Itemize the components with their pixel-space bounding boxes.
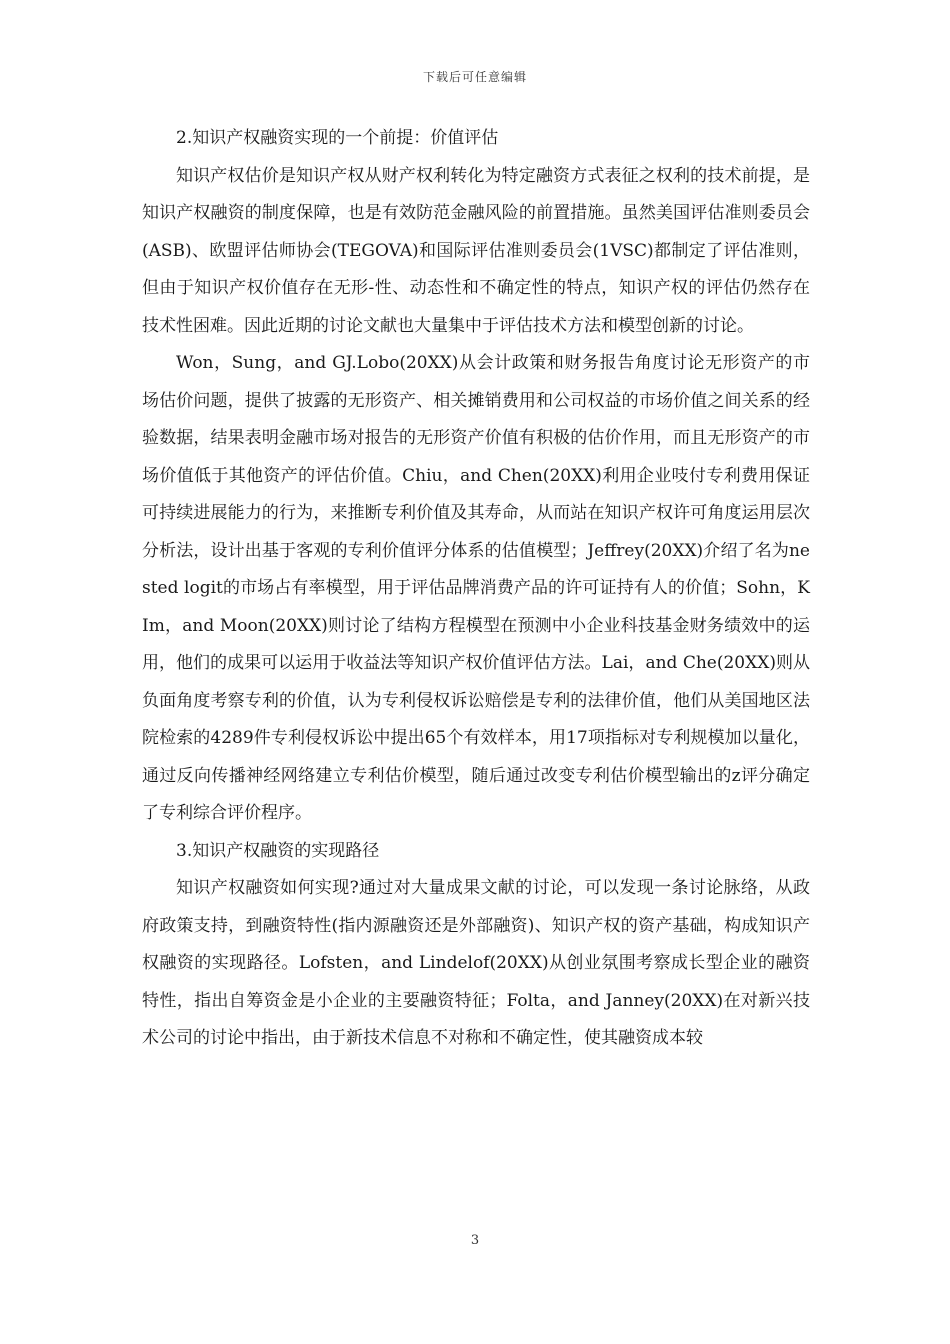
paragraph-valuation-literature: Won，Sung，and GJ.Lobo(20XX)从会计政策和财务报告角度讨论无形资产的市场估价问题，提供了披露的无形资产、相关摊销费用和公司权益的市场价值之间关系的经验数据，结果表明金融市场对报告的无形资产价值有积极的估价作用，而且无形资产的市场价值低于其他资产的评估价值。Chiu，and Chen(20XX)利用企业吱付专利费用保证可持续进展能力的行为，来推断专利价值及其寿命，从而站在知识产权许可角度运用层次分析法，设计出基于客观的专利价值评分体系的估值模型；Jeffrey(20XX)介绍了名为nested logit的市场占有率模型，用于评估品牌消费产品的许可证持有人的价值；Sohn，KIm，and Moon(20XX)则讨论了结构方程模型在预测中小企业科技基金财务绩效中的运用，他们的成果可以运用于收益法等知识产权价值评估方法。Lai，and Che(20XX)则从负面角度考察专利的价值，认为专利侵权诉讼赔偿是专利的法律价值，他们从美国地区法院检索的4289件专利侵权诉讼中提出65个有效样本，用17项指标对专利规模加以量化，通过反向传播神经网络建立专利估价模型，随后通过改变专利估价模型输出的z评分确定了专利综合评价程序。 (142, 353, 810, 823)
page-number: 3 (470, 1233, 480, 1248)
paragraph-valuation-intro: 知识产权估价是知识产权从财产权利转化为特定融资方式表征之权利的技术前提，是知识产权融资的制度保障，也是有效防范金融风险的前置措施。虽然美国评估准则委员会(ASB)、欧盟评估师协会(TEGOVA)和国际评估准则委员会(1VSC)都制定了评估准则，但由于知识产权价值存在无形-性、动态性和不确定性的特点，知识产权的评估仍然存在技术性困难。因此近期的讨论文献也大量集中于评估技术方法和模型创新的讨论。 (142, 165, 810, 336)
section-heading-valuation: 2.知识产权融资实现的一个前提：价值评估 (176, 128, 499, 148)
paragraph-path-intro: 知识产权融资如何实现?通过对大量成果文献的讨论，可以发现一条讨论脉络，从政府政策支持，到融资特性(指内源融资还是外部融资)、知识产权的资产基础，构成知识产权融资的实现路径。Lofsten，and Lindelof(20XX)从创业氛围考察成长型企业的融资特性，指出自筹资金是小企业的主要融资特征；Folta，and Janney(20XX)在对新兴技术公司的讨论中指出，由于新技术信息不对称和不确定性，使其融资成本较 (142, 878, 810, 1048)
section-heading-path: 3.知识产权融资的实现路径 (176, 840, 380, 861)
page-header: 下载后可任意编辑 (422, 70, 527, 84)
document-body (142, 120, 810, 1058)
